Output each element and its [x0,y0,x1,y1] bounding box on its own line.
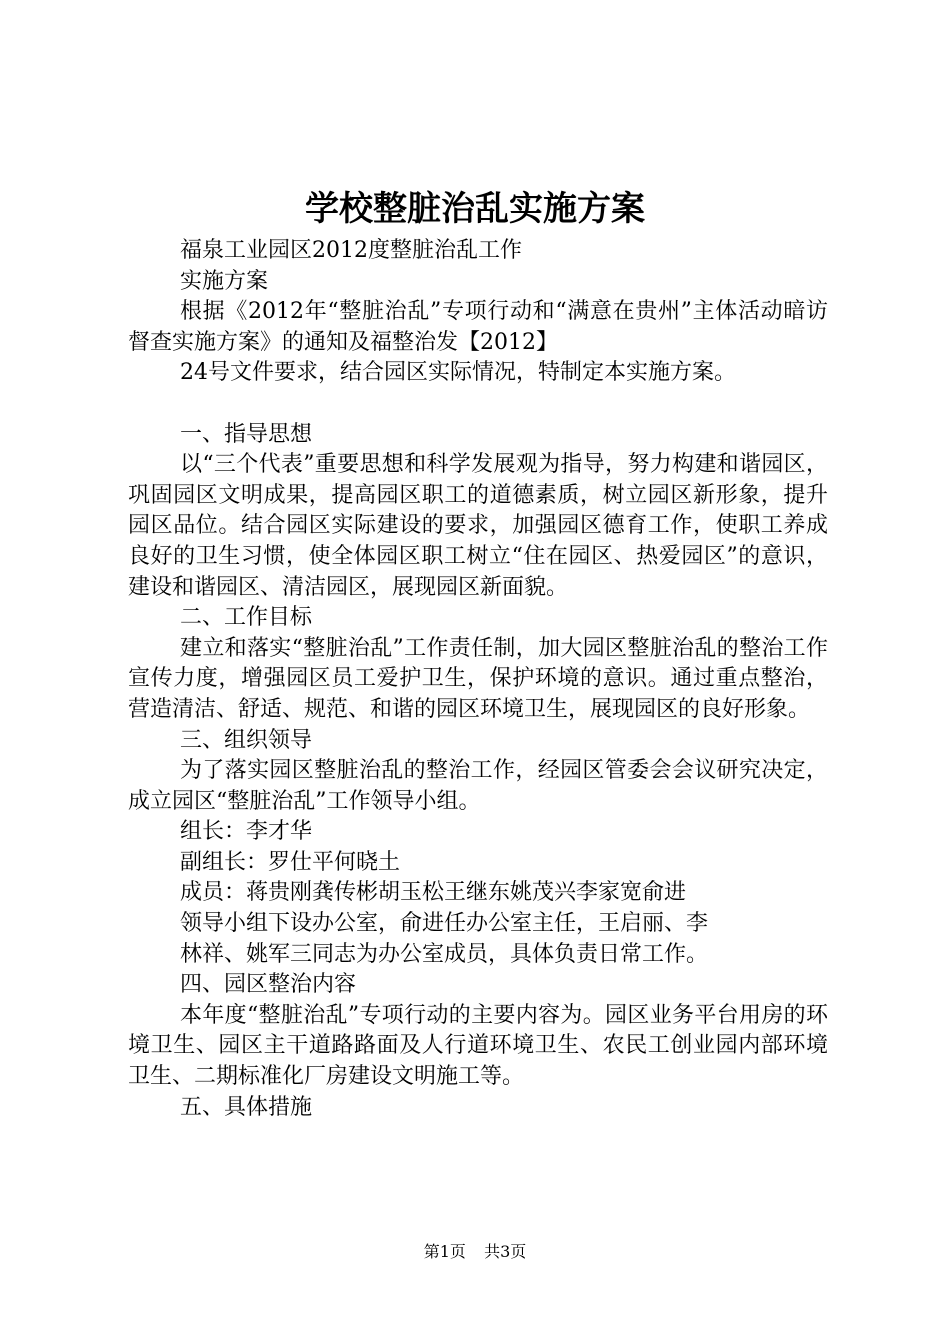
paragraph-office-cont: 林祥、姚军三同志为办公室成员，具体负责日常工作。 [180,941,709,967]
paragraph-members: 成员：蒋贵刚龚传彬胡玉松王继东姚茂兴李家宽俞进 [180,880,687,906]
paragraph-office: 领导小组下设办公室，俞进任办公室主任，王启丽、李 [180,911,709,937]
section-heading-2: 二、工作目标 [180,605,313,631]
paragraph-guiding-thought: 以“三个代表”重要思想和科学发展观为指导，努力构建和谐园区，巩固园区文明成果，提高园区职工的道德素质，树立园区新形象，提升园区品位。结合园区实际建设的要求，加强园区德育工作，使职工养成良好的卫生习惯，使全体园区职工树立“住在园区、热爱园区”的意识，建设和谐园区、清洁园区，展现园区新面貌。 [128,452,828,600]
blank-line [128,389,828,420]
paragraph-basis: 根据《2012年“整脏治乱”专项行动和“满意在贵州”主体活动暗访督查实施方案》的通知及福整治发【2012】 [128,299,828,355]
paragraph-work-goal: 建立和落实“整脏治乱”工作责任制，加大园区整脏治乱的整治工作宣传力度，增强园区员工爱护卫生，保护环境的意识。通过重点整治，营造清洁、舒适、规范、和谐的园区环境卫生，展现园区的良好形象。 [128,635,828,722]
document-body [128,236,828,1123]
section-heading-1: 一、指导思想 [180,421,313,447]
section-heading-5: 五、具体措施 [180,1094,313,1120]
page-total: 共3页 [484,1242,527,1261]
paragraph-park-name: 福泉工业园区2012度整脏治乱工作 [180,238,522,263]
section-heading-4: 四、园区整治内容 [180,972,357,998]
paragraph-basis-cont: 24号文件要求，结合园区实际情况，特制定本实施方案。 [180,360,736,386]
paragraph-organization: 为了落实园区整脏治乱的整治工作，经园区管委会会议研究决定，成立园区“整脏治乱”工作领导小组。 [128,758,828,814]
page-footer [0,1240,950,1264]
document-title: 学校整脏治乱实施方案 [305,189,645,229]
paragraph-leader: 组长：李才华 [180,819,313,845]
paragraph-rectification-content: 本年度“整脏治乱”专项行动的主要内容为。园区业务平台用房的环境卫生、园区主干道路路面及人行道环境卫生、农民工创业园内部环境卫生、二期标准化厂房建设文明施工等。 [128,1002,828,1090]
paragraph-plan-label: 实施方案 [180,268,269,294]
paragraph-deputy-leader: 副组长：罗仕平何晓土 [180,849,401,875]
page-number: 第1页 [423,1242,466,1261]
section-heading-3: 三、组织领导 [180,727,313,753]
